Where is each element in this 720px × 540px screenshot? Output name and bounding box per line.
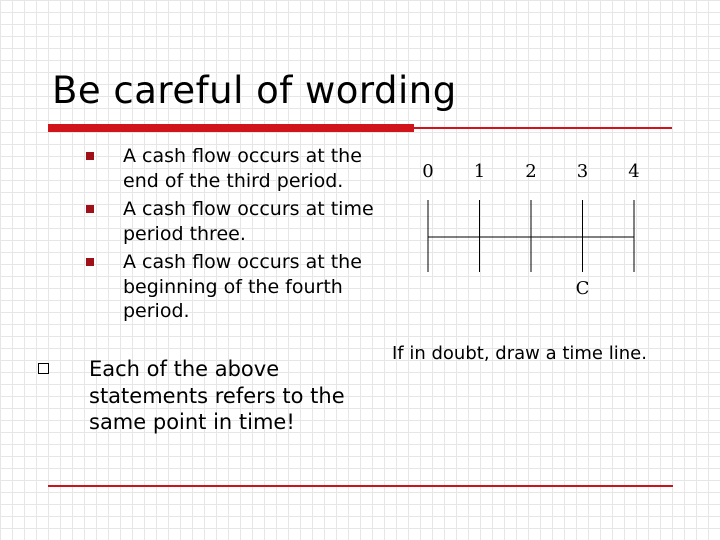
- period-label: 0: [422, 161, 434, 182]
- period-label: 1: [473, 161, 486, 182]
- slide-title: Be careful of wording: [52, 69, 457, 112]
- title-underline-accent: [48, 124, 414, 132]
- title-underline-rule: [414, 127, 672, 129]
- main-bullet-text: Each of the above statements refers to the same point in time!: [89, 357, 345, 434]
- bottom-rule: [48, 485, 673, 487]
- sub-bullet-list: [86, 144, 386, 328]
- sub-bullet-text: A cash flow occurs at the beginning of the fourth period.: [123, 251, 362, 322]
- list-item: [86, 197, 386, 246]
- period-label: 3: [576, 161, 589, 182]
- period-label: 4: [628, 161, 640, 182]
- square-bullet-icon: [86, 152, 94, 160]
- period-label: 2: [525, 161, 537, 182]
- list-item: [86, 250, 386, 324]
- sub-bullet-text: A cash flow occurs at the end of the third period.: [123, 145, 362, 192]
- hint-text: If in doubt, draw a time line.: [392, 343, 647, 364]
- sub-bullet-text: A cash flow occurs at time period three.: [123, 198, 374, 245]
- square-bullet-icon: [86, 205, 94, 213]
- square-bullet-icon: [86, 258, 94, 266]
- hollow-square-bullet-icon: [38, 363, 49, 374]
- list-item: [86, 144, 386, 193]
- cash-flow-label: C: [575, 278, 590, 299]
- time-line-diagram: [390, 150, 650, 300]
